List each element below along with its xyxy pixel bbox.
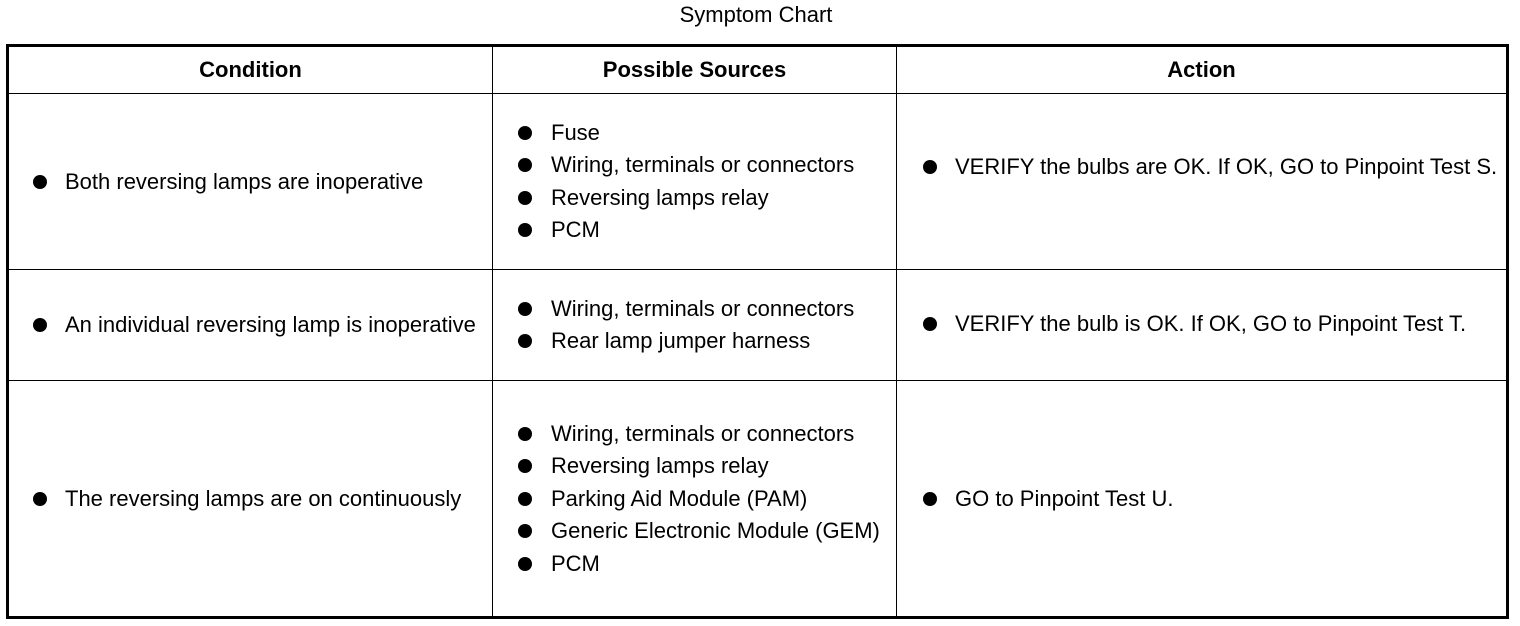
chart-caption: Symptom Chart bbox=[679, 2, 833, 27]
table-row bbox=[8, 94, 1508, 270]
list-item bbox=[493, 118, 896, 148]
bullet-icon bbox=[518, 302, 532, 316]
sources-cell bbox=[493, 270, 897, 381]
action-text: GO to Pinpoint Test U. bbox=[955, 485, 1174, 511]
symptom-chart-table bbox=[6, 44, 1509, 619]
action-cell bbox=[897, 94, 1508, 270]
condition-cell bbox=[8, 381, 493, 618]
list-item bbox=[897, 309, 1506, 339]
list-item bbox=[9, 167, 492, 197]
bullet-icon bbox=[923, 160, 937, 174]
action-text: VERIFY the bulbs are OK. If OK, GO to Pinpoint Test S. bbox=[955, 153, 1498, 179]
header-condition: Condition bbox=[8, 46, 493, 94]
list-item bbox=[493, 484, 896, 514]
source-text: Fuse bbox=[551, 119, 600, 145]
header-action: Action bbox=[897, 46, 1508, 94]
bullet-icon bbox=[518, 427, 532, 441]
source-text: Wiring, terminals or connectors bbox=[551, 420, 855, 446]
list-item bbox=[493, 451, 896, 481]
condition-text: An individual reversing lamp is inoperative bbox=[65, 312, 476, 337]
list-item bbox=[9, 484, 492, 514]
bullet-icon bbox=[518, 126, 532, 140]
source-text: Reversing lamps relay bbox=[551, 453, 769, 478]
source-text: Wiring, terminals or connectors bbox=[551, 152, 855, 178]
bullet-icon bbox=[518, 557, 532, 571]
list-item bbox=[493, 294, 896, 324]
bullet-icon bbox=[518, 191, 532, 205]
header-possible-sources: Possible Sources bbox=[493, 46, 897, 94]
bullet-icon bbox=[33, 318, 47, 332]
bullet-icon bbox=[33, 492, 47, 506]
action-text: VERIFY the bulb is OK. If OK, GO to Pinpoint Test T. bbox=[955, 311, 1467, 336]
bullet-icon bbox=[518, 158, 532, 172]
source-text: Rear lamp jumper harness bbox=[551, 328, 811, 354]
sources-cell bbox=[493, 94, 897, 270]
list-item bbox=[493, 215, 896, 245]
list-item bbox=[897, 152, 1506, 182]
source-text: PCM bbox=[551, 217, 600, 243]
table-row bbox=[8, 270, 1508, 381]
condition-cell bbox=[8, 270, 493, 381]
bullet-icon bbox=[923, 492, 937, 506]
list-item bbox=[9, 310, 492, 340]
bullet-icon bbox=[33, 175, 47, 189]
list-item bbox=[493, 150, 896, 180]
bullet-icon bbox=[518, 223, 532, 237]
header-row bbox=[8, 46, 1508, 94]
bullet-icon bbox=[518, 459, 532, 473]
condition-text: The reversing lamps are on continuously bbox=[65, 485, 462, 511]
list-item bbox=[897, 484, 1506, 514]
source-text: Parking Aid Module (PAM) bbox=[551, 485, 808, 511]
source-text: Reversing lamps relay bbox=[551, 184, 769, 210]
bullet-icon bbox=[923, 317, 937, 331]
table-row bbox=[8, 381, 1508, 618]
list-item bbox=[493, 516, 896, 546]
list-item bbox=[493, 419, 896, 449]
source-text: Wiring, terminals or connectors bbox=[551, 295, 855, 321]
bullet-icon bbox=[518, 524, 532, 538]
bullet-icon bbox=[518, 334, 532, 348]
list-item bbox=[493, 183, 896, 213]
action-cell bbox=[897, 381, 1508, 618]
list-item bbox=[493, 549, 896, 579]
list-item bbox=[493, 326, 896, 356]
source-text: Generic Electronic Module (GEM) bbox=[551, 518, 880, 543]
bullet-icon bbox=[518, 492, 532, 506]
action-cell bbox=[897, 270, 1508, 381]
source-text: PCM bbox=[551, 550, 600, 576]
condition-cell bbox=[8, 94, 493, 270]
condition-text: Both reversing lamps are inoperative bbox=[65, 168, 424, 194]
sources-cell bbox=[493, 381, 897, 618]
